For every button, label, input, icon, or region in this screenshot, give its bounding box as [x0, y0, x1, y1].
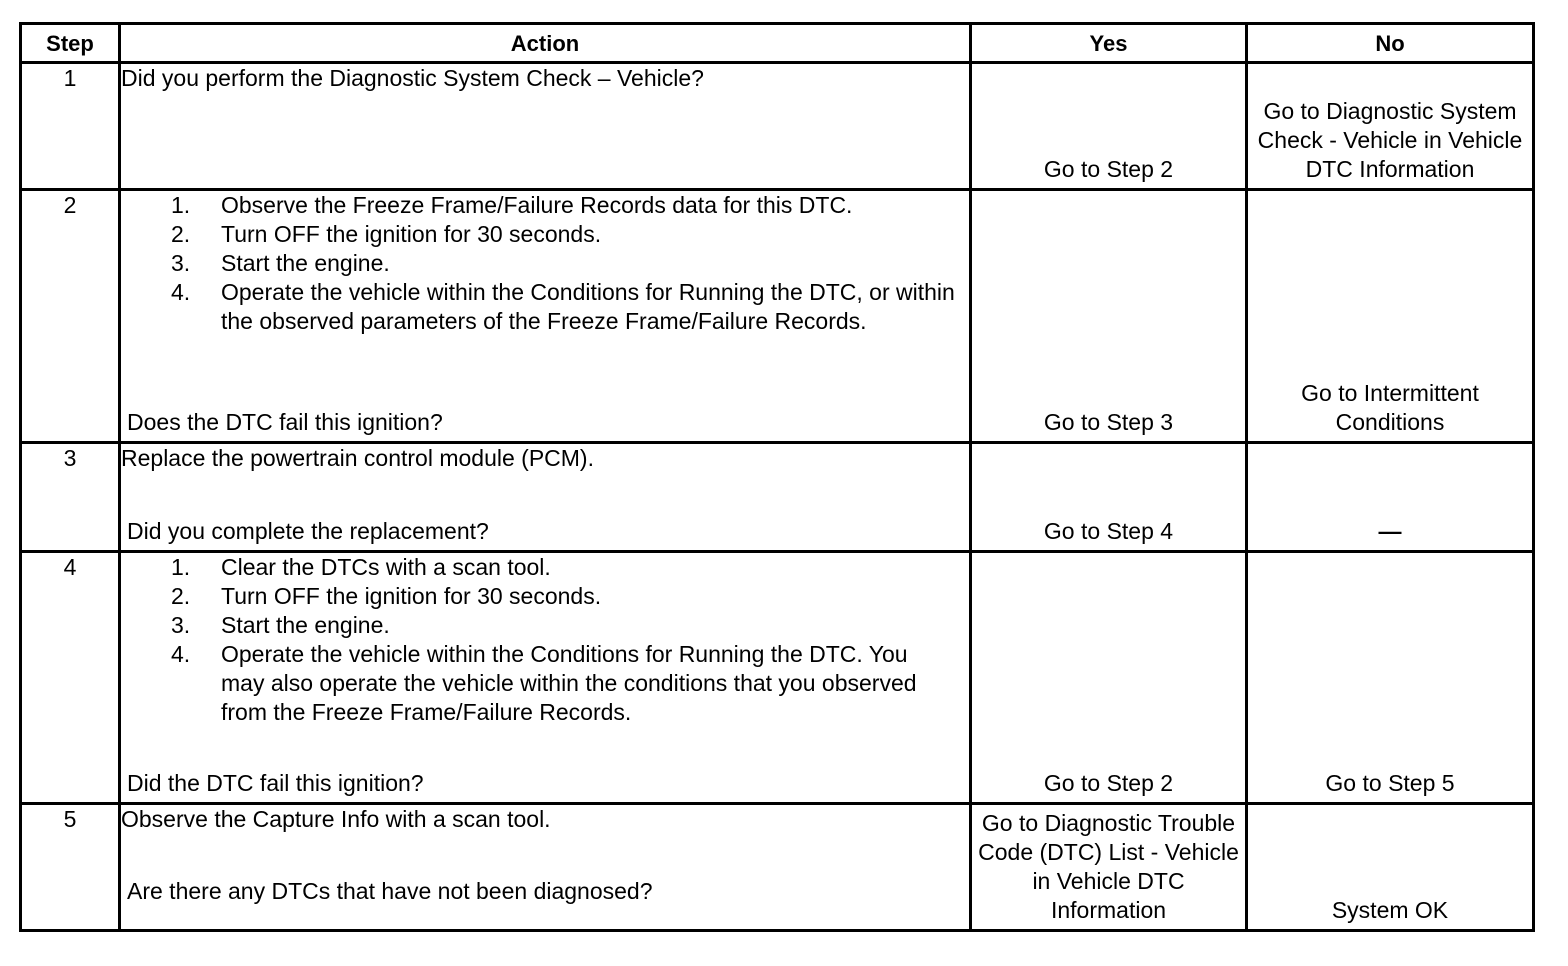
- substep-number: 1.: [171, 554, 191, 580]
- yes-cell: [971, 552, 1247, 804]
- substep-number: 2.: [171, 221, 191, 247]
- no-text: System OK: [1331, 897, 1449, 923]
- step-number: 1: [21, 63, 120, 190]
- yes-text: Go to Step 2: [1043, 156, 1174, 182]
- step-number: 2: [21, 190, 120, 443]
- diagnostic-table: [19, 22, 1535, 932]
- action-cell: [120, 552, 971, 804]
- list-item: [121, 640, 969, 727]
- substep-number: 4.: [171, 641, 191, 667]
- action-cell: [120, 63, 971, 190]
- question-text: Are there any DTCs that have not been diagnosed?: [127, 878, 653, 904]
- substep-list: [121, 191, 969, 336]
- question-text: Did the DTC fail this ignition?: [127, 770, 424, 796]
- action-text: Did you perform the Diagnostic System Check – Vehicle?: [121, 65, 704, 91]
- list-item: [121, 220, 969, 249]
- step-number: 5: [21, 804, 120, 931]
- header-step: Step: [21, 24, 120, 63]
- no-cell: [1247, 804, 1534, 931]
- table-row: [21, 63, 1534, 190]
- header-yes: Yes: [971, 24, 1247, 63]
- action-text: Replace the powertrain control module (PCM).: [121, 445, 594, 471]
- yes-text: Go to Step 2: [1043, 770, 1174, 796]
- substep-list: [121, 553, 969, 727]
- list-item: [121, 582, 969, 611]
- substep-text: Turn OFF the ignition for 30 seconds.: [221, 221, 602, 247]
- substep-number: 4.: [171, 279, 191, 305]
- yes-text: Go to Step 3: [1043, 409, 1174, 435]
- substep-text: Clear the DTCs with a scan tool.: [221, 554, 551, 580]
- yes-text: Go to Diagnostic Trouble Code (DTC) List - Vehicle in Vehicle DTC Information: [978, 810, 1239, 923]
- table-row: [21, 443, 1534, 552]
- substep-text: Start the engine.: [221, 612, 390, 638]
- list-item: [121, 191, 969, 220]
- list-item: [121, 249, 969, 278]
- header-action: Action: [120, 24, 971, 63]
- yes-cell: [971, 63, 1247, 190]
- substep-text: Observe the Freeze Frame/Failure Records data for this DTC.: [221, 192, 853, 218]
- action-cell: [120, 443, 971, 552]
- list-item: [121, 553, 969, 582]
- yes-text: Go to Step 4: [1043, 518, 1174, 544]
- action-cell: [120, 804, 971, 931]
- question-text: Did you complete the replacement?: [127, 518, 489, 544]
- substep-number: 1.: [171, 192, 191, 218]
- no-text: Go to Diagnostic System Check - Vehicle in Vehicle DTC Information: [1257, 98, 1523, 182]
- no-text: —: [1378, 518, 1402, 544]
- step-number: 4: [21, 552, 120, 804]
- action-text: Observe the Capture Info with a scan tool.: [121, 806, 551, 832]
- yes-cell: [971, 443, 1247, 552]
- header-row: [21, 24, 1534, 63]
- yes-cell: [971, 190, 1247, 443]
- header-no: No: [1247, 24, 1534, 63]
- table-row: [21, 552, 1534, 804]
- list-item: [121, 278, 969, 336]
- no-cell: [1247, 443, 1534, 552]
- no-cell: [1247, 552, 1534, 804]
- yes-cell: [971, 804, 1247, 931]
- substep-number: 3.: [171, 250, 191, 276]
- substep-text: Start the engine.: [221, 250, 390, 276]
- no-text: Go to Step 5: [1325, 770, 1455, 796]
- substep-text: Operate the vehicle within the Conditions for Running the DTC. You may also operate the vehicle within the conditions that you observed from the Freeze Frame/Failure Records.: [221, 641, 917, 725]
- substep-number: 2.: [171, 583, 191, 609]
- question-text: Does the DTC fail this ignition?: [127, 409, 443, 435]
- substep-text: Operate the vehicle within the Conditions for Running the DTC, or within the observed parameters of the Freeze Frame/Failure Records.: [221, 279, 955, 334]
- substep-number: 3.: [171, 612, 191, 638]
- step-number: 3: [21, 443, 120, 552]
- table-row: [21, 804, 1534, 931]
- substep-text: Turn OFF the ignition for 30 seconds.: [221, 583, 602, 609]
- no-cell: [1247, 63, 1534, 190]
- no-text: Go to Intermittent Conditions: [1301, 380, 1479, 435]
- table-row: [21, 190, 1534, 443]
- action-cell: [120, 190, 971, 443]
- no-cell: [1247, 190, 1534, 443]
- list-item: [121, 611, 969, 640]
